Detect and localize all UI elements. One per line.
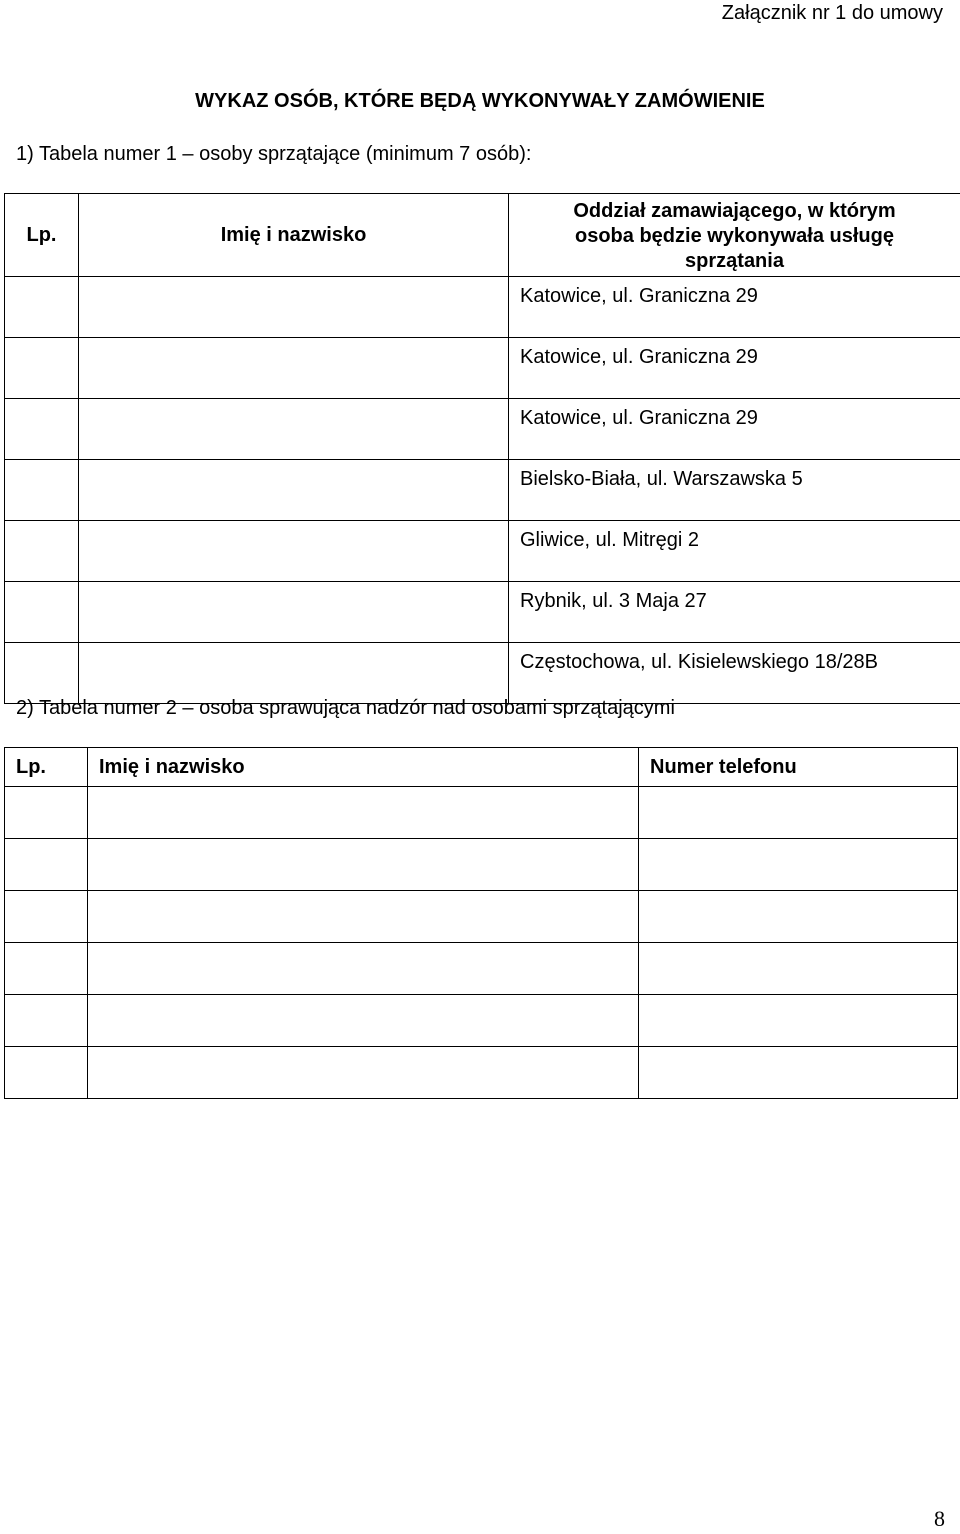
phone-cell[interactable] (639, 1047, 958, 1099)
lp-cell[interactable] (5, 460, 79, 521)
table1-row (5, 521, 960, 582)
name-cell[interactable] (79, 399, 509, 460)
table1-row (5, 460, 960, 521)
table1-header-name: Imię i nazwisko (79, 194, 509, 277)
table1-header-row (5, 194, 960, 277)
table2-header-row (5, 748, 958, 787)
branch-address-cell: Gliwice, ul. Mitręgi 2 (509, 521, 960, 582)
name-cell[interactable] (88, 1047, 639, 1099)
table2-header-name: Imię i nazwisko (88, 748, 639, 787)
name-cell[interactable] (79, 338, 509, 399)
branch-address-cell: Katowice, ul. Graniczna 29 (509, 277, 960, 338)
lp-cell[interactable] (5, 995, 88, 1047)
table1-row (5, 277, 960, 338)
name-cell[interactable] (79, 277, 509, 338)
phone-cell[interactable] (639, 839, 958, 891)
table2-row (5, 943, 958, 995)
table1-header-branch-line3: sprzątania (685, 249, 784, 272)
table1-row (5, 582, 960, 643)
name-cell[interactable] (79, 460, 509, 521)
annex-label: Załącznik nr 1 do umowy (721, 2, 943, 24)
name-cell[interactable] (79, 582, 509, 643)
page-number: 8 (934, 1506, 945, 1531)
name-cell[interactable] (88, 787, 639, 839)
branch-address-cell: Katowice, ul. Graniczna 29 (509, 399, 960, 460)
table1-row (5, 643, 960, 704)
supervisor-table (4, 747, 958, 1099)
lp-cell[interactable] (5, 839, 88, 891)
table1-header-branch (509, 194, 960, 277)
lp-cell[interactable] (5, 643, 79, 704)
lp-cell[interactable] (5, 338, 79, 399)
phone-cell[interactable] (639, 787, 958, 839)
table1-header-lp: Lp. (5, 194, 79, 277)
branch-address-cell: Rybnik, ul. 3 Maja 27 (509, 582, 960, 643)
table2-row (5, 995, 958, 1047)
table2-row (5, 839, 958, 891)
table2-row (5, 891, 958, 943)
branch-address-cell: Częstochowa, ul. Kisielewskiego 18/28B (509, 643, 960, 704)
phone-cell[interactable] (639, 891, 958, 943)
cleaning-staff-table (4, 193, 960, 704)
table2-row (5, 1047, 958, 1099)
name-cell[interactable] (88, 839, 639, 891)
lp-cell[interactable] (5, 521, 79, 582)
lp-cell[interactable] (5, 943, 88, 995)
lp-cell[interactable] (5, 399, 79, 460)
table1-caption: 1) Tabela numer 1 – osoby sprzątające (minimum 7 osób): (16, 143, 532, 165)
table1-header-branch-line2: osoba będzie wykonywała usługę (575, 224, 894, 247)
name-cell[interactable] (88, 943, 639, 995)
branch-address-cell: Bielsko-Biała, ul. Warszawska 5 (509, 460, 960, 521)
table2-header-lp: Lp. (5, 748, 88, 787)
branch-address-cell: Katowice, ul. Graniczna 29 (509, 338, 960, 399)
phone-cell[interactable] (639, 995, 958, 1047)
document-title: WYKAZ OSÓB, KTÓRE BĘDĄ WYKONYWAŁY ZAMÓWIENIE (195, 90, 765, 112)
name-cell[interactable] (88, 995, 639, 1047)
lp-cell[interactable] (5, 891, 88, 943)
lp-cell[interactable] (5, 787, 88, 839)
phone-cell[interactable] (639, 943, 958, 995)
table2-row (5, 787, 958, 839)
lp-cell[interactable] (5, 582, 79, 643)
table2-caption: 2) Tabela numer 2 – osoba sprawująca nadzór nad osobami sprzątającymi (16, 697, 675, 719)
name-cell[interactable] (88, 891, 639, 943)
name-cell[interactable] (79, 521, 509, 582)
table1-header-branch-line1: Oddział zamawiającego, w którym (573, 199, 896, 222)
table1-row (5, 399, 960, 460)
name-cell[interactable] (79, 643, 509, 704)
lp-cell[interactable] (5, 277, 79, 338)
table2-header-phone: Numer telefonu (639, 748, 958, 787)
table1-row (5, 338, 960, 399)
lp-cell[interactable] (5, 1047, 88, 1099)
